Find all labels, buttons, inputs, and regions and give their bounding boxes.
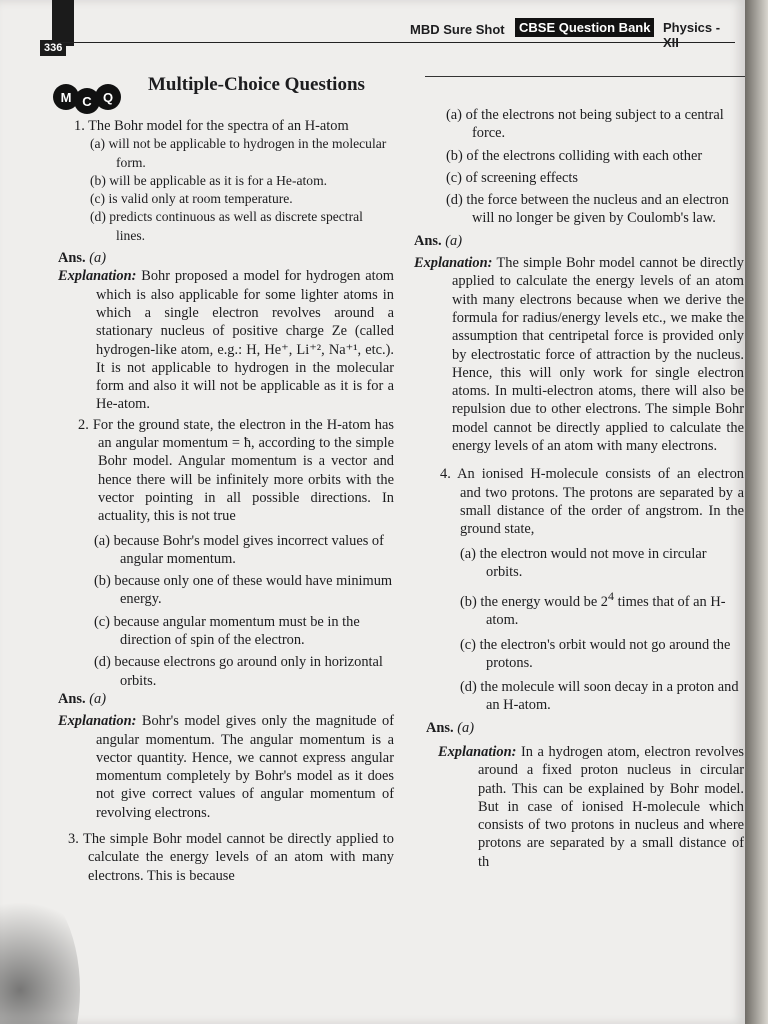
q2-option-a: (a) because Bohr's model gives incorrect values of angular momentum. (94, 532, 384, 567)
q3-option-b: (b) of the electrons colliding with each other (446, 147, 703, 164)
section-title: Multiple-Choice Questions (148, 74, 365, 95)
q2-explanation: Explanation: Bohr's model gives only the magnitude of angular momentum. The angular momentum is a vector quantity. Hence, we cannot express angular momentum completely by Bohr's model as it does not give correct values of angular momentum of revolving electrons. (58, 713, 394, 821)
q1-option-b: (b) will be applicable as it is for a He-atom. (90, 172, 328, 188)
q2-answer: Ans. (a) (58, 690, 106, 707)
q3-option-c: (c) of screening effects (446, 169, 578, 186)
header-subject: Physics - XII (663, 20, 721, 50)
header-rule (60, 42, 735, 43)
q4-option-a: (a) the electron would not move in circular orbits. (460, 545, 707, 580)
question-2: 2. For the ground state, the electron in the H-atom has an angular momentum = ħ, according to the simple Bohr model. Angular momentum is a vector and hence there will be infinitely more orbits with the vector pointing in all possible directions. In actuality, this is not true (78, 416, 394, 525)
header-series: MBD Sure Shot (410, 22, 505, 37)
q4-option-b: (b) the energy would be $2^4$ times that of an H-atom. (460, 589, 726, 629)
mcq-icon (53, 78, 149, 114)
q2-option-b: (b) because only one of these would have minimum energy. (94, 573, 393, 608)
q3-explanation: Explanation: The simple Bohr model cannot be directly applied to calculate the energy levels of an atom with many electrons because when we derive the formula for radius/energy levels etc., we make the assumption that centripetal force is provided only by electrostatic force of attraction by the nucleus. Hence, this will only work for single electron atoms. In multi-electron atoms, there will also be repulsion due to other electrons. The simple Bohr model cannot be directly applied to calculate the energy levels of an atom with many electrons. (414, 255, 745, 455)
question-1: 1. The Bohr model for the spectra of an H-atom (74, 118, 349, 134)
q1-option-d: (d) predicts continuous as well as discrete spectral lines. (90, 209, 363, 243)
q3-option-a: (a) of the electrons not being subject to a central force. (446, 107, 724, 142)
mcq-letter-m: M (53, 84, 79, 110)
q1-option-a: (a) will not be applicable to hydrogen in the molecular form. (90, 136, 387, 170)
section-rule (425, 76, 745, 77)
question-3: 3. The simple Bohr model cannot be directly applied to calculate the energy levels of an atom with many electrons. This is because (68, 830, 394, 884)
q1-option-c: (c) is valid only at room temperature. (90, 191, 293, 207)
q3-answer: Ans. (a) (414, 232, 462, 249)
q1-explanation: Explanation: Bohr proposed a model for hydrogen atom which is also applicable for some lighter atoms in which a single electron revolves around a stationary nucleus of positive charge Ze (called hydrogen-like atom, e.g.: H, He⁺, Li⁺², Na⁺¹, etc.). It is not applicable to hydrogen in the molecular form and also it will not be applicable as it is for a He-atom. (58, 268, 394, 413)
running-header (60, 12, 735, 56)
q2-option-c: (c) because angular momentum must be in the direction of spin of the electron. (94, 613, 360, 649)
mcq-letter-q: Q (95, 84, 121, 110)
header-badge: CBSE Question Bank (515, 18, 654, 37)
page-edge (745, 0, 768, 1024)
q4-explanation: Explanation: In a hydrogen atom, electron revolves around a fixed proton nucleus in circular path. This can be explained by Bohr model. But in case of ionised H-molecule which consists of two protons in nucleus and where protons are separated by a small distance of th (438, 744, 744, 870)
q4-answer: Ans. (a) (426, 719, 474, 736)
mcq-letter-c: C (74, 88, 100, 114)
q1-answer: Ans. (a) (58, 250, 106, 267)
q4-option-c: (c) the electron's orbit would not go around the protons. (460, 636, 731, 671)
page-number: 336 (40, 40, 66, 56)
q3-option-d: (d) the force between the nucleus and an electron will no longer be given by Coulomb's law. (446, 192, 729, 227)
hand-shadow (0, 880, 80, 1024)
q2-option-d: (d) because electrons go around only in horizontal orbits. (94, 654, 383, 689)
left-column (58, 117, 394, 885)
question-4: 4. An ionised H-molecule consists of an electron and two protons. The protons are separated by a small distance of the order of angstrom. In the ground state, (440, 466, 744, 538)
right-column (414, 106, 744, 871)
q4-option-d: (d) the molecule will soon decay in a proton and an H-atom. (460, 679, 739, 714)
